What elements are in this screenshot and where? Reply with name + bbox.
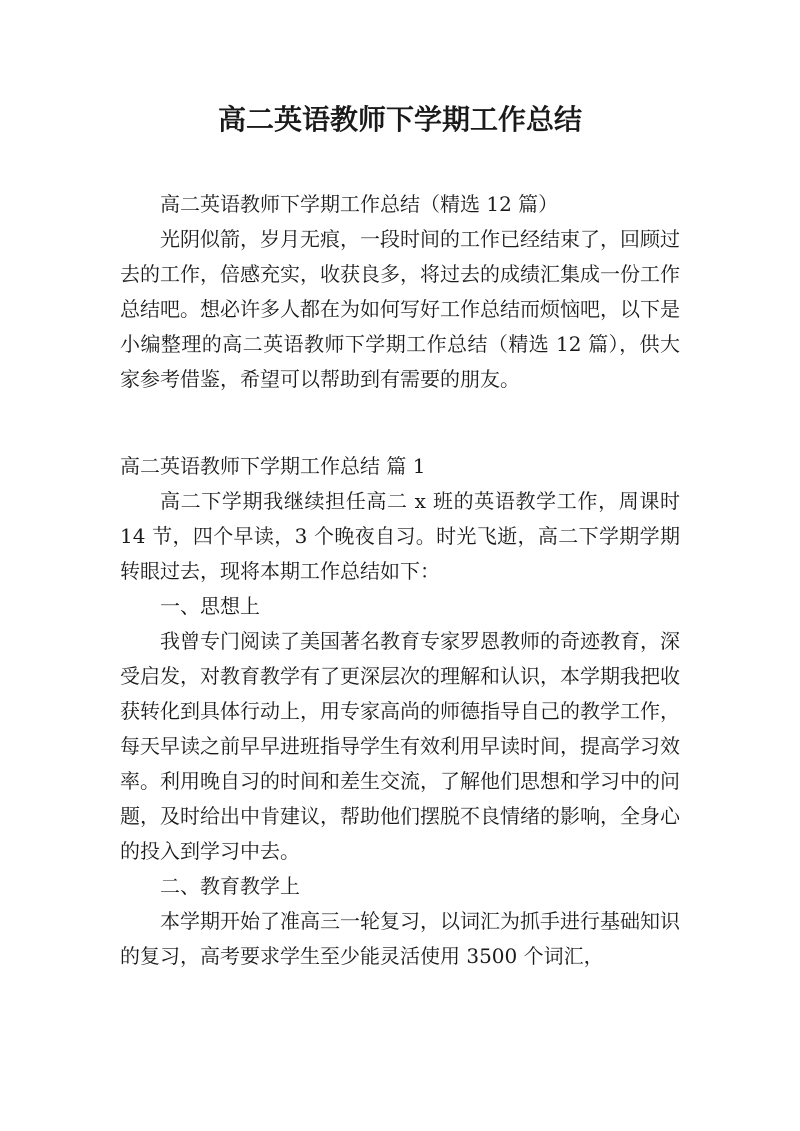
section-intro-paragraph: 高二下学期我继续担任高二 x 班的英语教学工作，周课时 14 节，四个早读，3 个晚夜自习。时光飞逝，高二下学期学期转眼过去，现将本期工作总结如下： [120, 489, 680, 583]
intro-paragraph: 光阴似箭，岁月无痕，一段时间的工作已经结束了，回顾过去的工作，倍感充实，收获良多，将过去的成绩汇集成一份工作总结吧。想必许多人都在为如何写好工作总结而烦恼吧，以下是小编整理的高二英语教师下学期工作总结（精选 12 篇），供大家参考借鉴，希望可以帮助到有需要的朋友。 [120, 227, 680, 391]
teaching-paragraph: 本学期开始了准高三一轮复习，以词汇为抓手进行基础知识的复习，高考要求学生至少能灵活使用 3500 个词汇， [120, 909, 680, 968]
section-heading: 高二英语教师下学期工作总结 篇 1 [120, 454, 426, 478]
document-title: 高二英语教师下学期工作总结 [217, 103, 582, 136]
document-subtitle: 高二英语教师下学期工作总结（精选 12 篇） [160, 192, 559, 216]
heading-thought: 一、思想上 [160, 594, 260, 618]
thought-paragraph: 我曾专门阅读了美国著名教育专家罗恩教师的奇迹教育，深受启发，对教育教学有了更深层次的理解和认识，本学期我把收获转化到具体行动上，用专家高尚的师德指导自己的教学工作，每天早读之前早早进班指导学生有效利用早读时间，提高学习效率。利用晚自习的时间和差生交流，了解他们思想和学习中的问题，及时给出中肯建议，帮助他们摆脱不良情绪的影响，全身心的投入到学习中去。 [120, 629, 680, 863]
heading-teaching: 二、教育教学上 [160, 874, 300, 898]
